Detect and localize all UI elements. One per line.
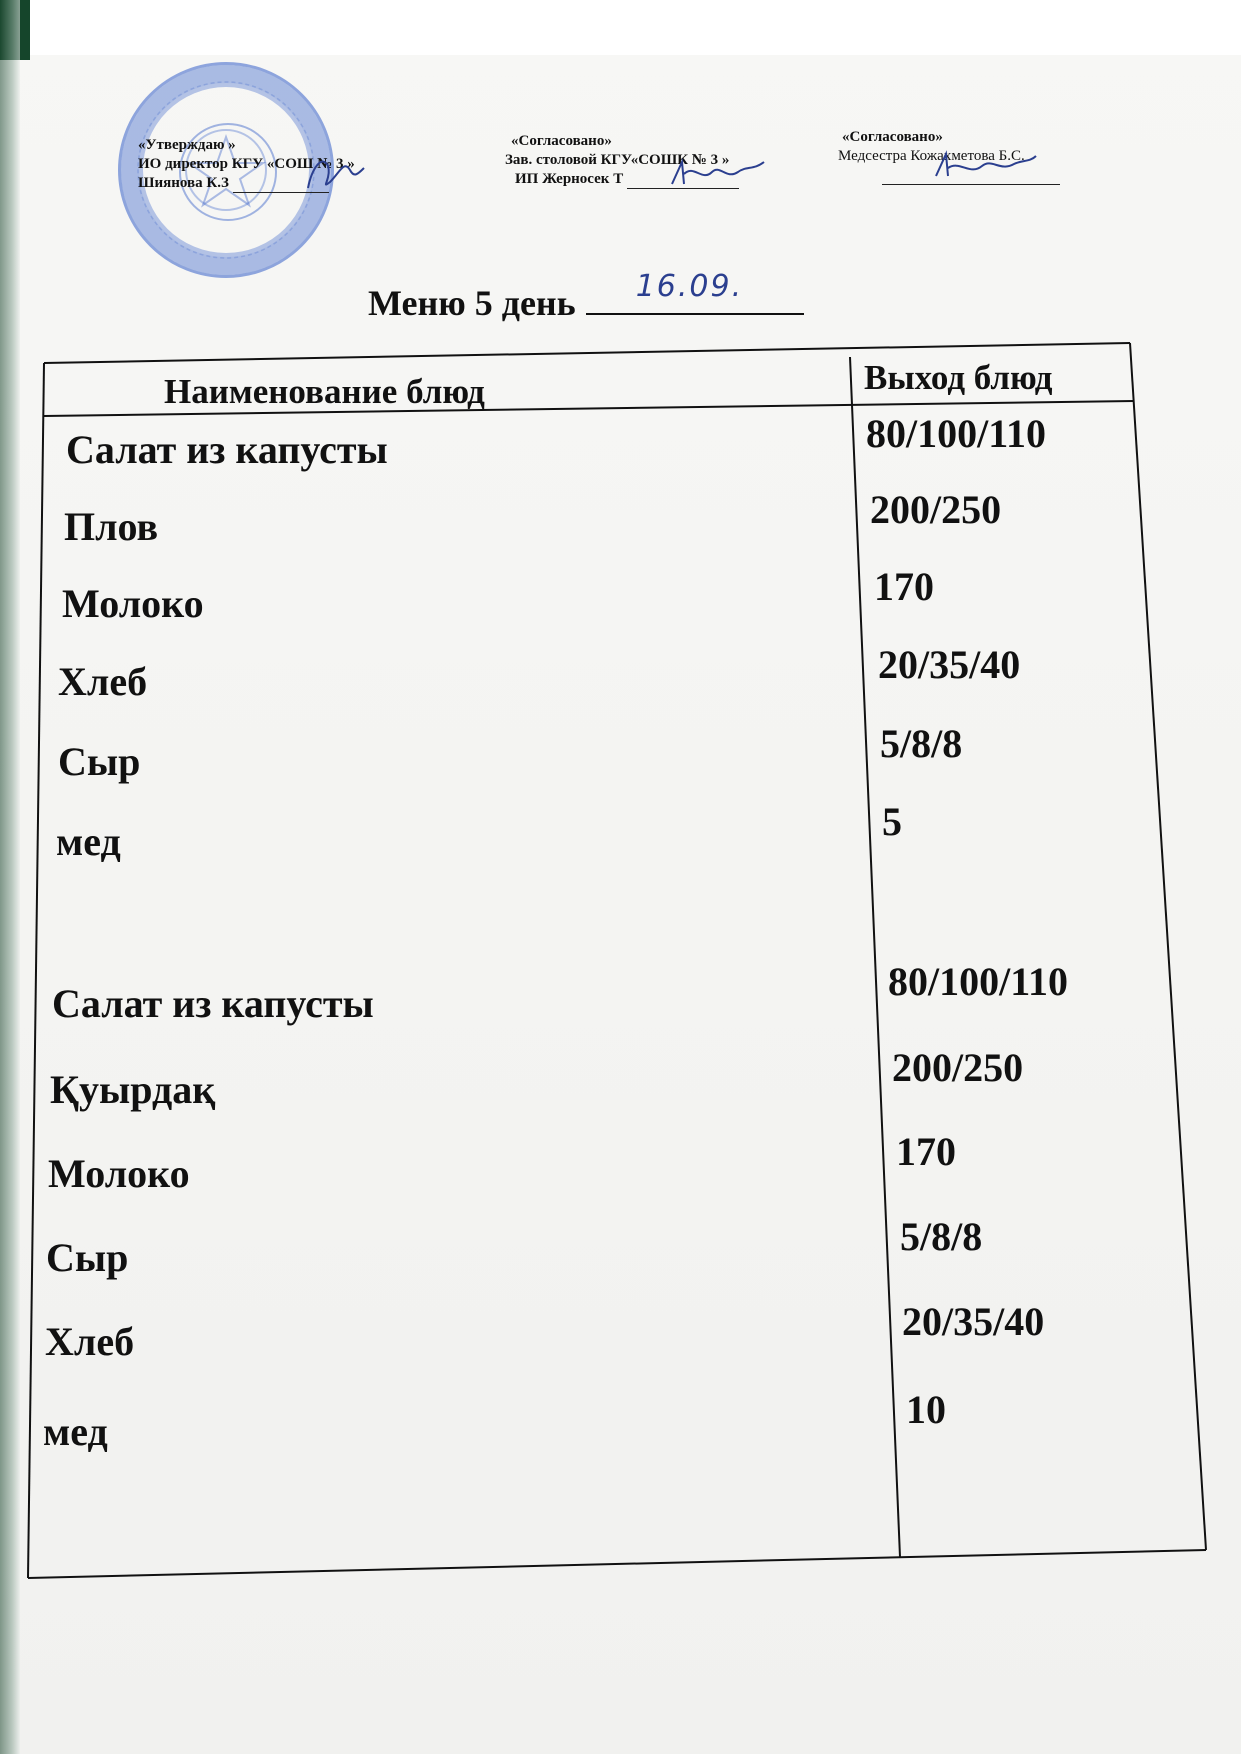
dish-name: мед: [56, 819, 121, 864]
dish-name: Плов: [64, 504, 159, 549]
approval-position: ИО директор КГУ «СОШ № 3 »: [138, 156, 355, 172]
approval-heading: «Утверждаю »: [138, 137, 236, 153]
dish-name: Сыр: [58, 739, 141, 784]
handwritten-date: 16.09.: [635, 269, 744, 304]
header-dish-output: Выход блюд: [864, 358, 1053, 397]
dish-name: Хлеб: [45, 1319, 135, 1364]
dish-name: Молоко: [62, 581, 204, 626]
dish-name: Қуырдақ: [50, 1067, 216, 1112]
approval-heading: «Согласовано»: [511, 133, 612, 149]
dish-output: 5/8/8: [900, 1214, 983, 1259]
dish-name: Хлеб: [58, 659, 148, 704]
approval-heading: «Согласовано»: [842, 129, 943, 145]
dish-name: мед: [43, 1409, 108, 1454]
dish-name: Сыр: [46, 1235, 129, 1280]
dish-output: 80/100/110: [866, 411, 1047, 456]
dish-output: 170: [874, 564, 934, 609]
dish-output: 200/250: [892, 1045, 1024, 1090]
dish-output: 5/8/8: [880, 721, 963, 766]
approval-position: Зав. столовой КГУ«СОШК № 3 »: [505, 152, 730, 168]
approval-position: Медсестра Кожахметова Б.С.: [838, 148, 1025, 164]
dish-output: 20/35/40: [878, 642, 1021, 687]
header-dish-name: Наименование блюд: [164, 372, 485, 411]
dish-output: 10: [906, 1387, 946, 1432]
dish-name: Молоко: [48, 1151, 190, 1196]
approval-name: ИП Жерносек Т: [515, 171, 624, 187]
dish-name: Салат из капусты: [66, 427, 388, 472]
dish-name: Салат из капусты: [52, 981, 374, 1026]
dish-output: 170: [896, 1129, 956, 1174]
menu-title-text: Меню 5 день: [368, 283, 576, 323]
dish-output: 200/250: [870, 487, 1002, 532]
dish-output: 5: [882, 799, 902, 844]
approval-name: Шиянова К.З: [138, 175, 229, 191]
dish-output: 20/35/40: [902, 1299, 1045, 1344]
dish-output: 80/100/110: [888, 959, 1069, 1004]
